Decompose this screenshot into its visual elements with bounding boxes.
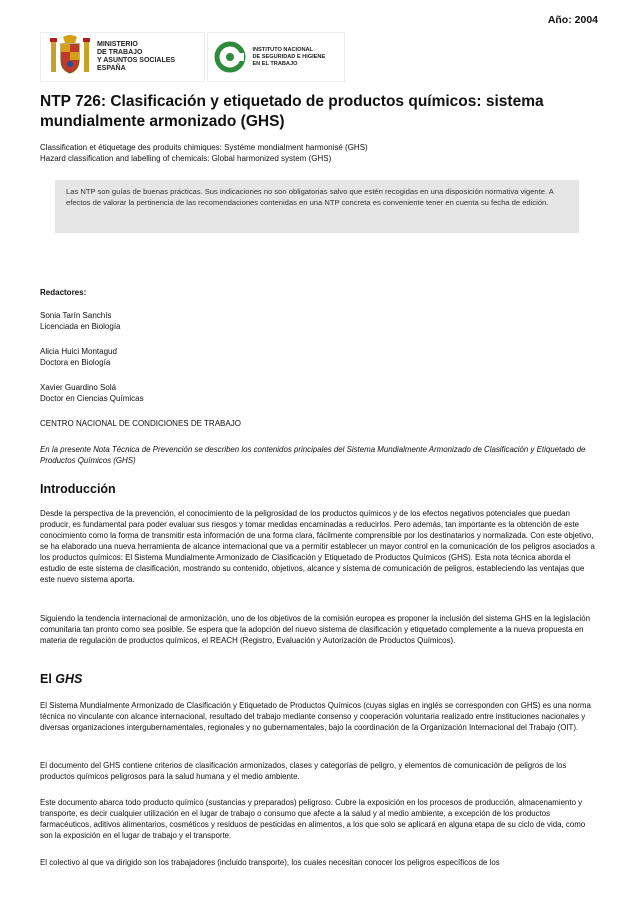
ghs-paragraph-1: El Sistema Mundialmente Armonizado de Clasificación y Etiquetado de Productos Químicos (cuyas siglas en inglés se corresponden con GHS) es una norma técnica no vinculante con alcance internacional, resultado del trabajo mediante consenso y cooperación voluntaria realizado entre instituciones nacionales y diversas organizaciones intergubernamentales, regionales y no gubernamentales, bajo la coordinación de la Organización Internacional del Trabajo (OIT). (40, 701, 591, 732)
page-title: NTP 726: Clasificación y etiquetado de productos químicos: sistema mundialmente armonizado (GHS) (40, 93, 544, 130)
ministry-line-4: ESPAÑA (97, 65, 126, 73)
author-1-title: Licenciada en Biología (40, 322, 121, 331)
ghs-paragraph-3: Este documento abarca todo producto químico (sustancias y preparados) peligroso. Cubre la exposición en los procesos de producción, almacenamiento y transporte, es decir cualquier utilización en el lugar de trabajo o consumo que afecte a la salud y al medio ambiente, a excepción de los productos farmacéuticos, aditivos alimentarios, cosméticos y residuos de pesticidas en alimentos, a los que solo se aplicará en alguna etapa de su ciclo de vida, como son la exposición en el lugar de trabajo y el transporte. (40, 798, 586, 840)
alt-title-french: Classification et étiquetage des produits chimiques: Systéme mondialment harmonisé (GHS) (40, 143, 368, 152)
author-3-title: Doctor en Ciencias Químicas (40, 394, 144, 403)
heading-el-ghs (40, 672, 82, 686)
center-name: CENTRO NACIONAL DE CONDICIONES DE TRABAJO (40, 419, 241, 428)
intro-paragraph-2: Siguiendo la tendencia internacional de armonización, uno de los objetivos de la comisión europea es proponer la inclusión del sistema GHS en la legislación comunitaria tan pronto como sea posible. Se espera que la adopción del nuevo sistema de clasificación y etiquetado complemente a la nueva propuesta en materia de regulación de productos químicos, el REACH (Registro, Evaluación y Autorización de Productos Químicos). (40, 614, 591, 645)
summary-text: En la presente Nota Técnica de Prevención se describen los contenidos principales del Sistema Mundialmente Armonizado de Clasificación y Etiquetado de Productos Químicos (GHS) (40, 445, 586, 465)
institute-logo (207, 32, 345, 82)
ministry-line-1: MINISTERIO (97, 40, 138, 48)
disclaimer-box: Las NTP son guías de buenas prácticas. Sus indicaciones no son obligatorias salvo que estén recogidas en una disposición normativa vigente. A efectos de valorar la pertinencia de las recomendaciones contenidas en una NTP concreta es conveniente tener en cuenta su fecha de edición. (55, 180, 579, 233)
institute-line-3: EN EL TRABAJO (252, 60, 298, 67)
header-logos (40, 32, 345, 82)
institute-line-2: DE SEGURIDAD E HIGIENE (252, 53, 326, 60)
coat-of-arms-icon (47, 34, 93, 80)
author-3-name: Xavier Guardino Solá (40, 383, 117, 392)
alt-title-english: Hazard classification and labelling of chemicals: Global harmonized system (GHS) (40, 154, 332, 163)
ministry-line-3: Y ASUNTOS SOCIALES (97, 57, 176, 64)
ministry-line-2: DE TRABAJO (97, 48, 143, 56)
author-2-title: Doctora en Biología (40, 358, 111, 367)
intro-paragraph-1: Desde la perspectiva de la prevención, el conocimiento de la peligrosidad de los productos químicos y de los efectos negativos potenciales que puedan producir, es fundamental para poder evaluar sus riesgos y tomar medidas encaminadas a reducirlos. Pero además, tan importante es la obtención de este conocimiento como la forma de transmitir esta información de una forma clara, fácilmente comprensible por los destinatarios y normalizada. Con este objetivo, se ha elaborado una nueva herramienta de alcance internacional que va a permitir establecer un mayor control en la comunicación de los peligros asociados a los productos químicos: El Sistema Mundialmente Armonizado de Clasificación y Etiquetado de Productos Químicos (GHS). Esta nota técnica aborda el estudio de este sistema de clasificación, mostrando su contenido, objetivos, alcance y sistema de comunicación de peligros, estableciendo las ventajas que este nuevo sistema aporta. (40, 509, 595, 584)
author-1-name: Sonia Tarín Sanchís (40, 311, 112, 320)
heading-el-ghs-prefix: El (40, 672, 56, 686)
ministry-logo (40, 32, 205, 82)
ghs-paragraph-4: El colectivo al que va dirigido son los trabajadores (incluido transporte), los cuales necesitan conocer los peligros específicos de los (40, 858, 500, 867)
institute-line-1: INSTITUTO NACIONAL (252, 46, 313, 53)
year-label: Año: 2004 (547, 14, 598, 26)
institute-emblem-icon (214, 41, 246, 73)
ghs-paragraph-2: El documento del GHS contiene criterios de clasificación armonizados, clases y categorías de peligro, y elementos de comunicación de peligros de los productos químicos peligrosos para la salud humana y el medio ambiente. (40, 761, 567, 781)
author-2-name: Alicia Huici Montagud (40, 347, 117, 356)
heading-introduccion: Introducción (40, 482, 116, 496)
heading-el-ghs-em: GHS (55, 672, 83, 686)
authors-label: Redactores: (40, 288, 87, 297)
